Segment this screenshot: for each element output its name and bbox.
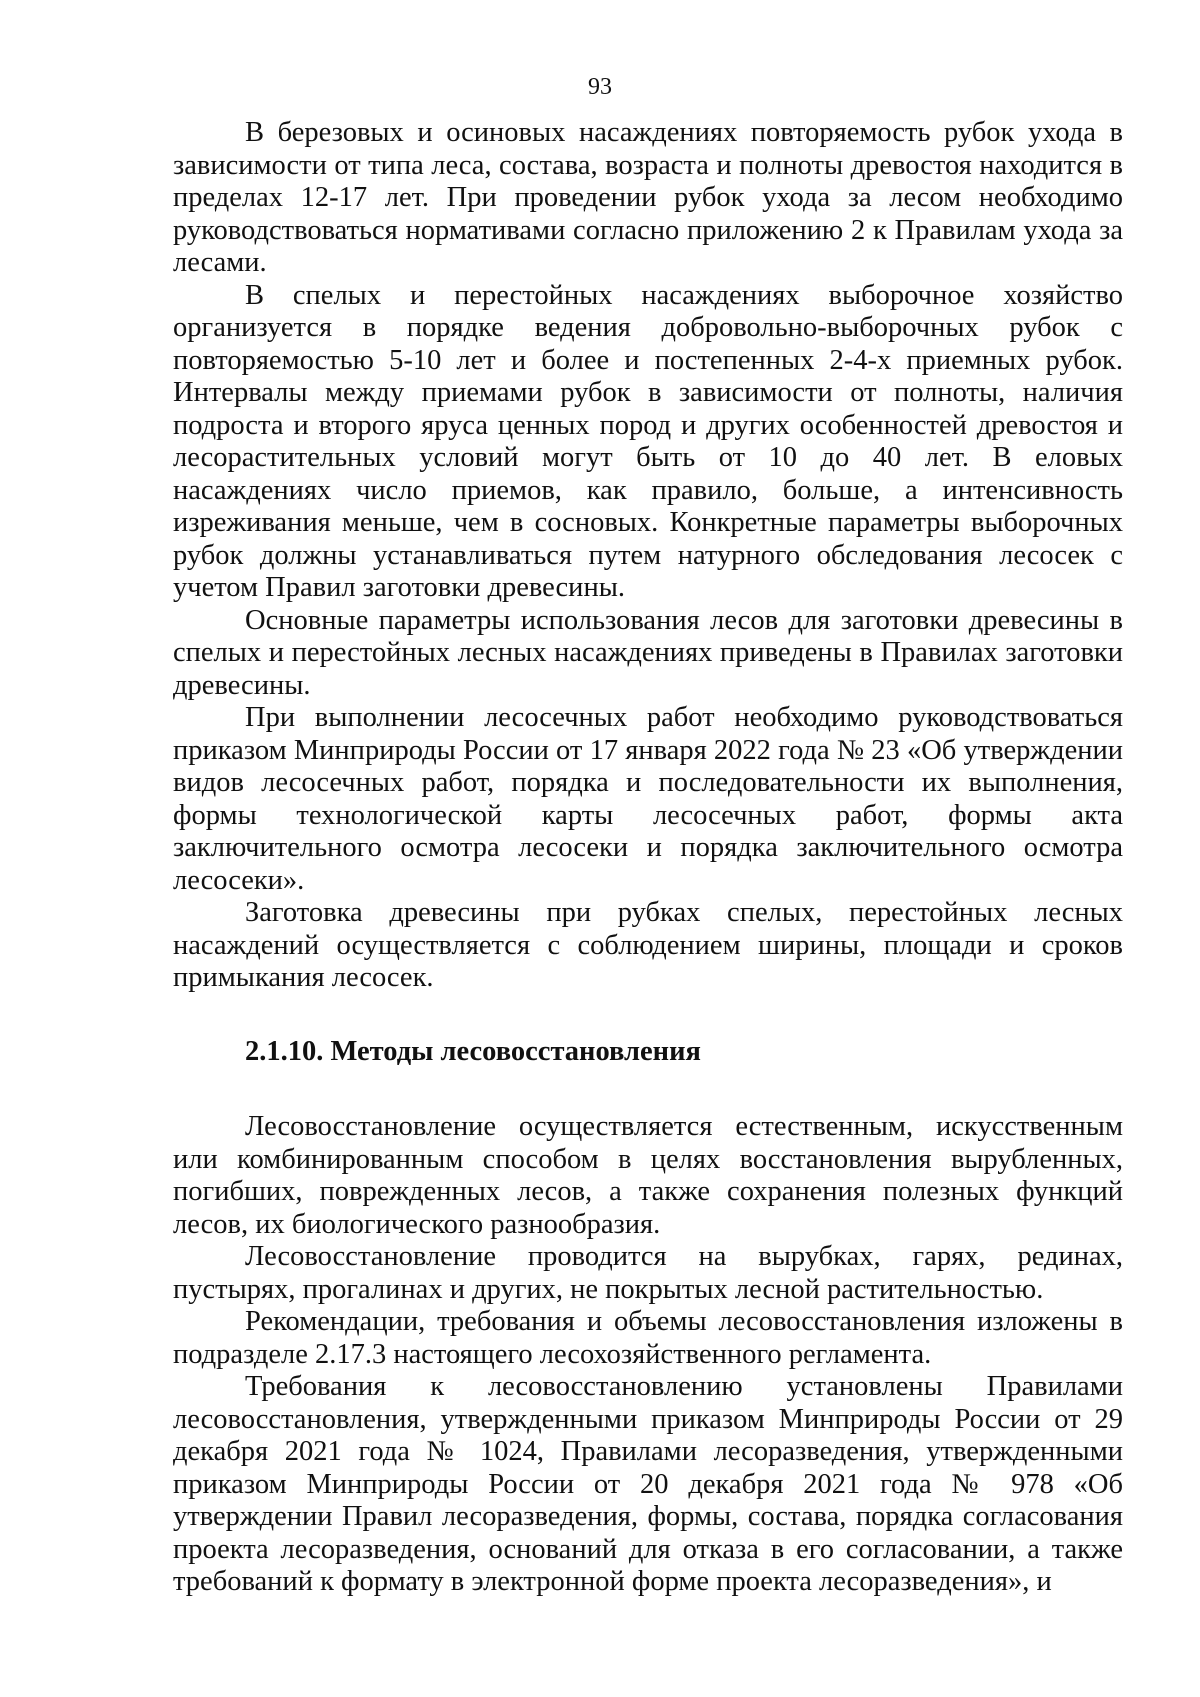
paragraph-reforestation-locations: Лесовосстановление проводится на вырубках, гарях, рединах, пустырях, прогалинах и других, не покрытых лесной растительностью. <box>173 1241 1123 1305</box>
paragraph-reforestation-definition: Лесовосстановление осуществляется естественным, искусственным или комбинированным способом в целях восстановления вырубленных, погибших, поврежденных лесов, а также сохранения полезных функций лесов, их биологического разнообразия. <box>173 1111 1123 1240</box>
paragraph-reforestation-recommendations: Рекомендации, требования и объемы лесовосстановления изложены в подразделе 2.17.3 настоящего лесохозяйственного регламента. <box>173 1306 1123 1370</box>
page-number: 93 <box>588 74 612 100</box>
paragraph-logging-works-order: При выполнении лесосечных работ необходимо руководствоваться приказом Минприроды России от 17 января 2022 года № 23 «Об утверждении видов лесосечных работ, порядка и последовательности их выполнения, формы технологической карты лесосечных работ, формы акта заключительного осмотра лесосеки и порядка заключительного осмотра лесосеки». <box>173 702 1123 896</box>
paragraph-harvest-parameters: Основные параметры использования лесов для заготовки древесины в спелых и перестойных лесных насаждениях приведены в Правилах заготовки древесины. <box>173 604 1123 701</box>
paragraph-birch-aspen-thinning: В березовых и осиновых насаждениях повторяемость рубок ухода в зависимости от типа леса, состава, возраста и полноты древостоя находится в пределах 12-17 лет. При проведении рубок ухода за лесом необходимо руководствоваться нормативами согласно приложению 2 к Правилам ухода за лесами. <box>173 117 1123 278</box>
paragraph-reforestation-requirements: Требования к лесовосстановлению установлены Правилами лесовосстановления, утвержденными приказом Минприроды России от 29 декабря 2021 года № 1024, Правилами лесоразведения, утвержденными приказом Минприроды России от 20 декабря 2021 года № 978 «Об утверждении Правил лесоразведения, формы, состава, порядка согласования проекта лесоразведения, оснований для отказа в его согласовании, а также требований к формату в электронной форме проекта лесоразведения», и <box>173 1371 1123 1597</box>
page-content <box>173 117 1123 1599</box>
paragraph-selective-felling: В спелых и перестойных насаждениях выборочное хозяйство организуется в порядке ведения добровольно-выборочных рубок с повторяемостью 5-10 лет и более и постепенных 2-4-х приемных рубок. Интервалы между приемами рубок в зависимости от полноты, наличия подроста и второго яруса ценных пород и других особенностей древостоя и лесорастительных условий могут быть от 10 до 40 лет. В еловых насаждениях число приемов, как правило, больше, а интенсивность изреживания меньше, чем в сосновых. Конкретные параметры выборочных рубок должны устанавливаться путем натурного обследования лесосек с учетом Правил заготовки древесины. <box>173 279 1123 603</box>
section-heading-reforestation-methods: 2.1.10. Методы лесовосстановления <box>245 1035 701 1067</box>
paragraph-cutting-area-adjacency: Заготовка древесины при рубках спелых, перестойных лесных насаждений осуществляется с соблюдением ширины, площади и сроков примыкания лесосек. <box>173 897 1123 993</box>
